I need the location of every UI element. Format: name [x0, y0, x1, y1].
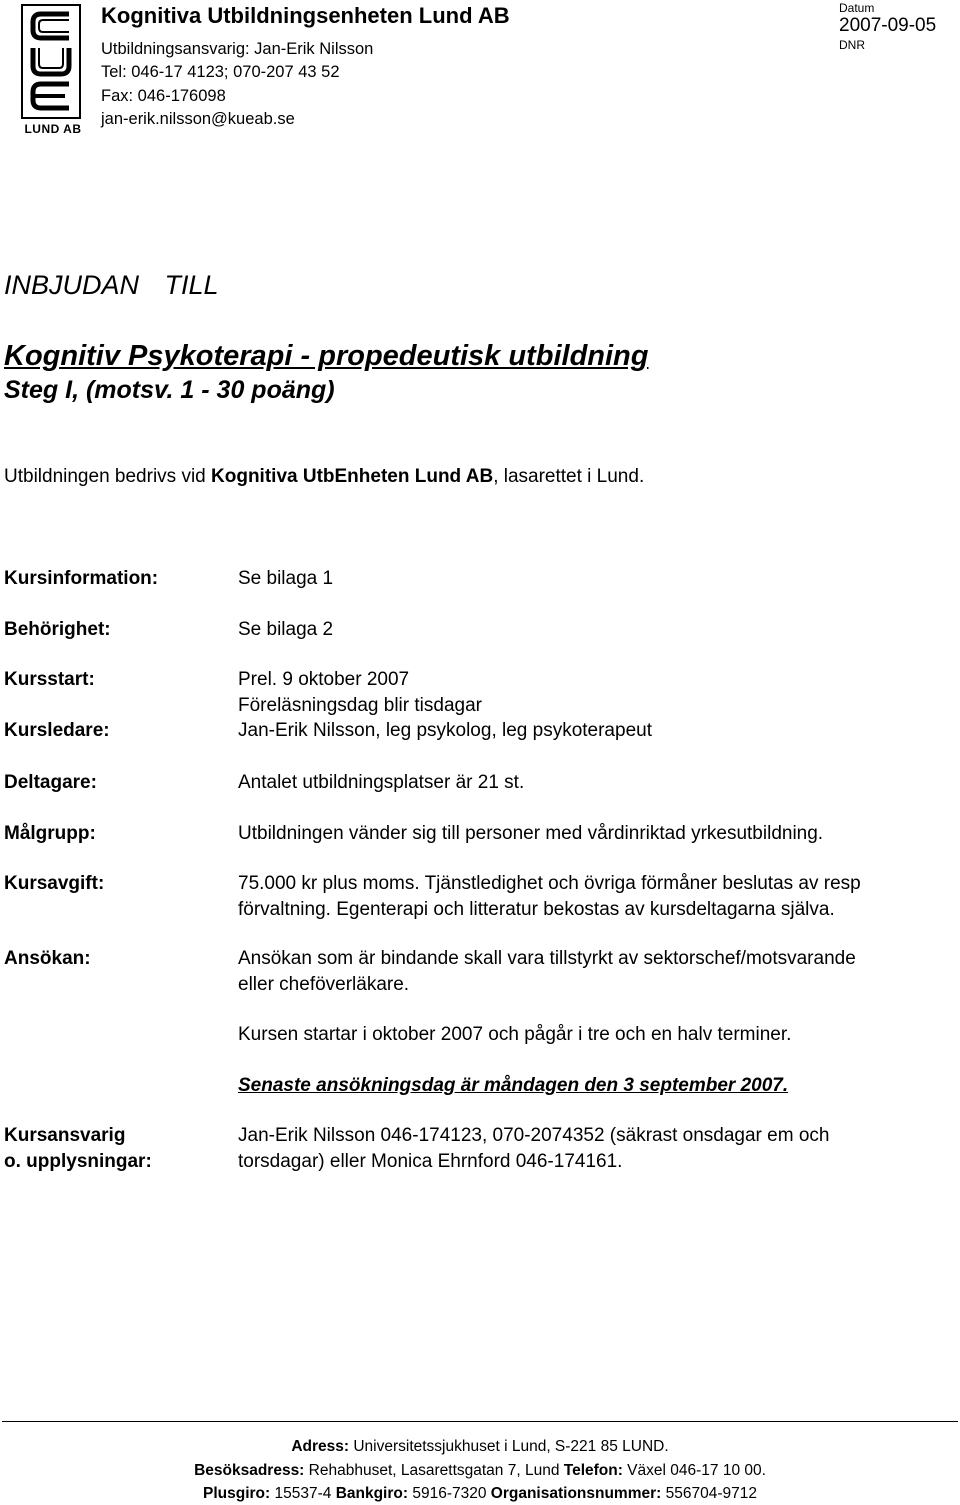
course-subtitle: Steg I, (motsv. 1 - 30 poäng)	[4, 376, 335, 404]
kursinformation-label: Kursinformation:	[4, 568, 159, 589]
contact-line1: Jan-Erik Nilsson 046-174123, 070-2074352 (säkrast onsdagar em och	[238, 1125, 830, 1146]
logo-frame	[21, 4, 81, 119]
footer-phone-label: Telefon:	[563, 1462, 623, 1479]
malgrupp-value: Utbildningen vänder sig till personer med vårdinriktad yrkesutbildning.	[238, 823, 824, 844]
footer-address-value: Universitetssjukhuset i Lund, S-221 85 LUND.	[349, 1438, 669, 1455]
logo	[21, 4, 85, 134]
course-start-note: Kursen startar i oktober 2007 och pågår i tre och en halv terminer.	[238, 1024, 792, 1045]
kursansvarig-label: Kursansvarig	[4, 1125, 126, 1146]
kursledare-value: Jan-Erik Nilsson, leg psykolog, leg psykoterapeut	[238, 720, 652, 741]
kursavgift-line2: förvaltning. Egenterapi och litteratur bekostas av kursdeltagarna själva.	[238, 899, 835, 920]
deltagare-value: Antalet utbildningsplatser är 21 st.	[238, 772, 525, 793]
contact-email: jan-erik.nilsson@kueab.se	[101, 110, 295, 128]
ansokan-label: Ansökan:	[4, 948, 91, 969]
contact-fax: Fax: 046-176098	[101, 87, 226, 105]
footer-payment	[0, 1485, 960, 1503]
contact-phone: Tel: 046-17 4123; 070-207 43 52	[101, 63, 340, 81]
kursstart-weekday: Föreläsningsdag blir tisdagar	[238, 695, 482, 716]
footer-divider	[2, 1421, 958, 1422]
contact-responsible: Utbildningsansvarig: Jan-Erik Nilsson	[101, 40, 374, 58]
application-deadline: Senaste ansökningsdag är måndagen den 3 september 2007.	[238, 1075, 789, 1096]
kue-logo-mark	[23, 6, 79, 117]
invitation-heading: INBJUDAN TILL	[4, 270, 219, 300]
kursavgift-label: Kursavgift:	[4, 873, 105, 894]
ansokan-line2: eller cheföverläkare.	[238, 974, 410, 995]
footer-orgnr-label: Organisationsnummer:	[490, 1485, 662, 1502]
footer-bankgiro-label: Bankgiro:	[335, 1485, 409, 1502]
course-title: Kognitiv Psykoterapi - propedeutisk utbildning	[4, 340, 649, 372]
footer-phone-value: Växel 046-17 10 00.	[622, 1462, 766, 1479]
location-before: Utbildningen bedrivs vid	[4, 466, 212, 487]
location-after: , lasarettet i Lund.	[493, 466, 645, 487]
org-name: Kognitiva Utbildningsenheten Lund AB	[101, 3, 510, 28]
footer-orgnr-value: 556704-9712	[661, 1485, 757, 1502]
upplysningar-label: o. upplysningar:	[4, 1151, 152, 1172]
malgrupp-label: Målgrupp:	[4, 823, 96, 844]
kursledare-label: Kursledare:	[4, 720, 110, 741]
footer-bankgiro-value: 5916-7320	[408, 1485, 491, 1502]
footer-plusgiro-label: Plusgiro:	[203, 1485, 271, 1502]
footer-address-label: Adress:	[291, 1438, 350, 1455]
behorighet-label: Behörighet:	[4, 619, 111, 640]
location-text	[4, 466, 644, 488]
footer-visiting-value: Rehabhuset, Lasarettsgatan 7, Lund	[304, 1462, 564, 1479]
kursstart-date: Prel. 9 oktober 2007	[238, 669, 410, 690]
footer-visiting	[0, 1462, 960, 1480]
footer-visiting-label: Besöksadress:	[194, 1462, 305, 1479]
date-value: 2007-09-05	[839, 15, 937, 36]
kursstart-label: Kursstart:	[4, 669, 95, 690]
location-org: Kognitiva UtbEnheten Lund AB	[211, 466, 494, 487]
footer-plusgiro-value: 15537-4	[270, 1485, 336, 1502]
kursavgift-line1: 75.000 kr plus moms. Tjänstledighet och övriga förmåner beslutas av resp	[238, 873, 861, 894]
dnr-label: DNR	[839, 38, 865, 52]
ansokan-line1: Ansökan som är bindande skall vara tillstyrkt av sektorschef/motsvarande	[238, 948, 856, 969]
date-label: Datum	[839, 1, 875, 15]
kursinformation-value: Se bilaga 1	[238, 568, 334, 589]
footer-address	[0, 1438, 960, 1456]
contact-line2: torsdagar) eller Monica Ehrnford 046-174161.	[238, 1151, 623, 1172]
behorighet-value: Se bilaga 2	[238, 619, 334, 640]
deltagare-label: Deltagare:	[4, 772, 97, 793]
logo-text: LUND AB	[24, 122, 82, 136]
